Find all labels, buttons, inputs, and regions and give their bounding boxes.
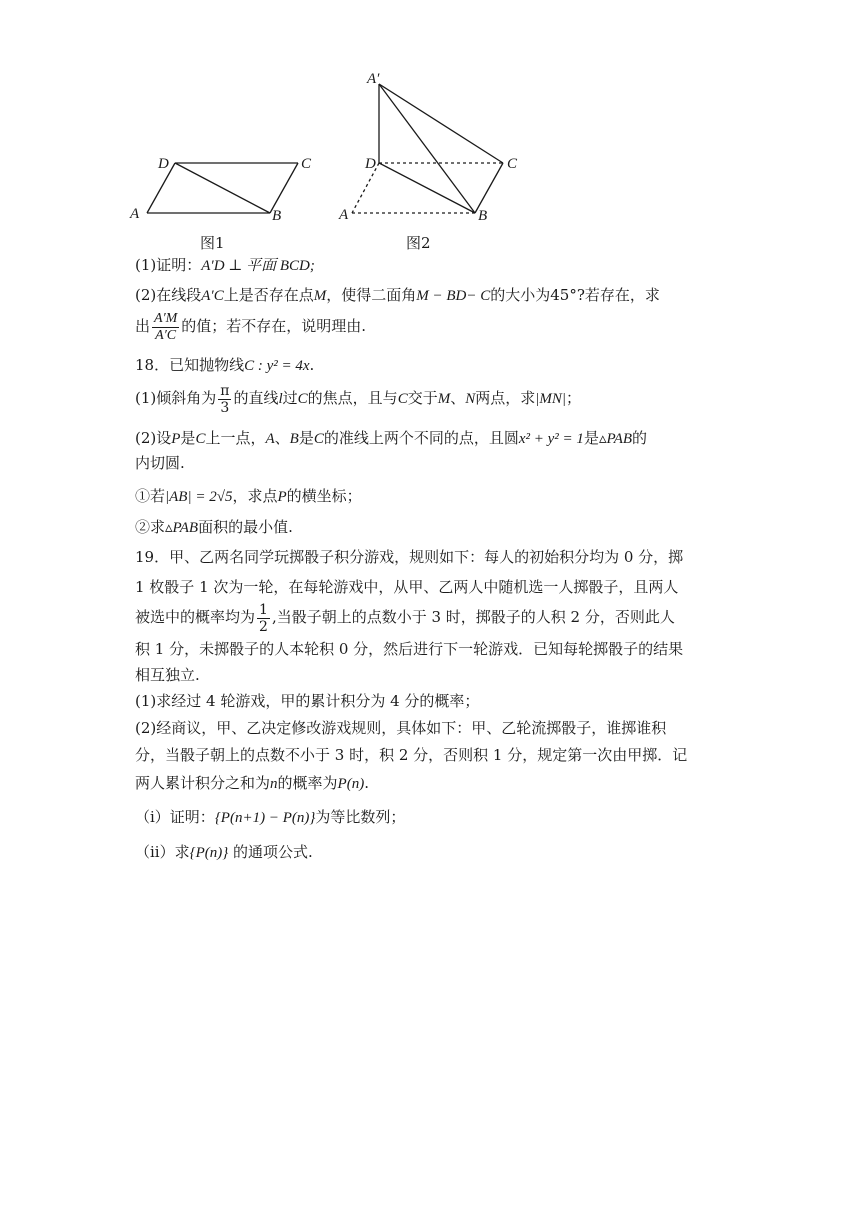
q19-part2-ii <box>135 841 313 864</box>
math: B <box>289 431 299 447</box>
math: P <box>171 431 181 447</box>
text: 的值；若不存在，说明理由. <box>181 317 367 335</box>
text: （i）证明： <box>135 808 215 826</box>
geometry-figures <box>0 0 860 260</box>
text: 两人累计积分之和为 <box>135 774 271 792</box>
math: C <box>195 431 206 447</box>
q18-sub1 <box>135 485 362 508</box>
math: ▵PAB <box>165 520 199 536</box>
text: 的 <box>632 429 648 447</box>
math: ▵PAB <box>598 431 633 447</box>
math: C <box>397 391 408 407</box>
q19-line1: 19．甲、乙两名同学玩掷骰子积分游戏，规则如下：每人的初始积分均为 0 分，掷 <box>135 548 684 566</box>
text: ，求点 <box>232 487 278 505</box>
q18-part2-line1 <box>135 427 647 450</box>
text: ①若 <box>135 487 166 505</box>
text: 内切圆. <box>135 454 185 472</box>
text: 的焦点，且与 <box>307 389 398 407</box>
q18-part2-line2 <box>135 452 185 474</box>
fig2-label-aprime: A′ <box>367 71 380 87</box>
fig1-label-a: A <box>130 206 140 222</box>
numerator: 1 <box>259 601 268 618</box>
fig1-label-d: D <box>158 156 169 172</box>
math: {P(n)} <box>189 845 229 861</box>
math: A <box>265 431 275 447</box>
fig2-label-c: C <box>507 156 518 172</box>
angle-fraction <box>218 383 231 416</box>
text: （ii）求 <box>135 843 190 861</box>
fig2-label-d: D <box>365 156 376 172</box>
fig1-label-b: B <box>272 208 282 224</box>
text: 被选中的概率均为 <box>135 608 256 626</box>
q19-part2-i <box>135 806 405 829</box>
q17-part2-line2 <box>135 306 366 346</box>
math: P <box>277 489 287 505</box>
q18-stem <box>135 354 314 377</box>
q19-part2-line2: 分，当骰子朝上的点数不小于 3 时，积 2 分，否则积 1 分，规定第一次由甲掷．记 <box>135 746 688 764</box>
q19-part1: (1)求经过 4 轮游戏，甲的累计积分为 4 分的概率； <box>135 692 480 710</box>
text: ,当骰子朝上的点数小于 3 时，掷骰子的人积 2 分，否则此人 <box>271 608 675 626</box>
text: ，使得二面角 <box>326 286 417 304</box>
math: M <box>313 288 327 304</box>
text: 18．已知抛物线 <box>135 356 245 374</box>
text: 出 <box>135 317 151 335</box>
figure-2 <box>352 84 503 213</box>
math: C <box>297 391 308 407</box>
math: A′D ⊥ 平面 BCD; <box>201 258 315 274</box>
math: M − BD− C <box>416 288 491 304</box>
math: C : y² = 4x <box>244 358 310 374</box>
math: C <box>313 431 324 447</box>
denominator: 3 <box>220 399 230 416</box>
q19-line4: 积 1 分，未掷骰子的人本轮积 0 分，然后进行下一轮游戏．已知每轮掷骰子的结果 <box>135 640 684 658</box>
fig2-label-a: A <box>339 207 349 223</box>
math: {P(n+1) − P(n)} <box>214 810 316 826</box>
q19-line2: 1 枚骰子 1 次为一轮，在每轮游戏中，从甲、乙两人中随机选一人掷骰子，且两人 <box>135 578 679 596</box>
numerator: π <box>220 382 230 399</box>
text: 的概率为 <box>277 774 338 792</box>
math: |AB| = 2√5 <box>165 489 233 505</box>
math: |MN| <box>535 391 567 407</box>
numerator: A′M <box>154 310 178 326</box>
text: 是 <box>298 429 314 447</box>
math: A′C <box>201 288 224 304</box>
denominator: A′C <box>155 327 177 343</box>
fig1-label-c: C <box>301 156 312 172</box>
math: N <box>465 391 476 407</box>
q19-line3 <box>135 597 675 637</box>
text: 的准线上两个不同的点，且圆 <box>323 429 519 447</box>
text: 的通项公式. <box>228 843 313 861</box>
text: 上是否存在点 <box>223 286 314 304</box>
text: 过 <box>282 389 298 407</box>
text: ②求 <box>135 518 166 536</box>
text: 两点，求 <box>475 389 536 407</box>
ratio-fraction <box>152 311 179 344</box>
q17-part1 <box>135 254 315 277</box>
figure-2-caption: 图2 <box>406 234 431 252</box>
text: 、 <box>274 429 290 447</box>
denominator: 2 <box>259 618 268 635</box>
text: 的大小为45°?若存在，求 <box>490 286 660 304</box>
fig2-label-b: B <box>478 208 488 224</box>
text: (2)在线段 <box>135 286 202 304</box>
q18-sub2 <box>135 516 293 539</box>
math: P(n) <box>337 776 365 792</box>
q19-line5: 相互独立. <box>135 666 200 684</box>
text: 是 <box>180 429 196 447</box>
figure-1 <box>147 163 298 213</box>
text: 面积的最小值. <box>198 518 293 536</box>
math: x² + y² = 1 <box>518 431 584 447</box>
text: 为等比数列； <box>315 808 406 826</box>
text: (2)设 <box>135 429 172 447</box>
q19-part2-line3 <box>135 772 369 795</box>
text: 的直线 <box>233 389 279 407</box>
text: 交于 <box>407 389 438 407</box>
text: 上一点， <box>205 429 266 447</box>
text: 、 <box>450 389 466 407</box>
q18-part1 <box>135 378 581 419</box>
math: l <box>278 391 283 407</box>
q19-part2-line1: (2)经商议，甲、乙决定修改游戏规则，具体如下：甲、乙轮流掷骰子，谁掷谁积 <box>135 719 667 737</box>
text: ； <box>566 389 582 407</box>
math: n <box>270 776 278 792</box>
text: 的横坐标； <box>286 487 362 505</box>
text: . <box>309 356 315 374</box>
text: (1)倾斜角为 <box>135 389 217 407</box>
figure-1-caption: 图1 <box>200 234 225 252</box>
math: M <box>437 391 451 407</box>
text: (1)证明： <box>135 256 202 274</box>
text: 是 <box>583 429 599 447</box>
text: . <box>364 774 369 792</box>
q17-part2-line1 <box>135 284 660 307</box>
half-fraction <box>257 602 270 635</box>
